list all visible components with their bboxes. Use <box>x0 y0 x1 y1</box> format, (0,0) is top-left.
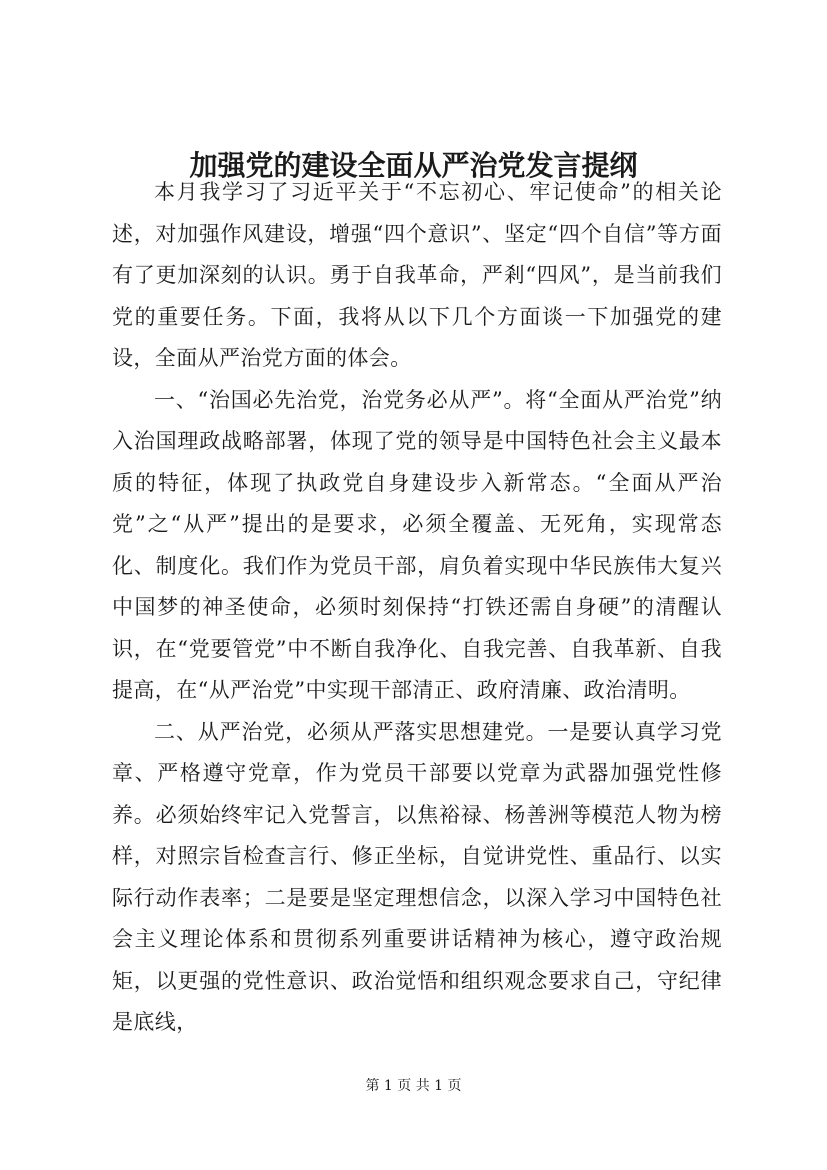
paragraph-section-one: 一、“治国必先治党，治党务必从严”。将“全面从严治党”纳入治国理政战略部署，体现了党的领导是中国特色社会主义最本质的特征，体现了执政党自身建设步入新常态。“全面从严治党”之“从严”提出的是要求，必须全覆盖、无死角，实现常态化、制度化。我们作为党员干部，肩负着实现中华民族伟大复兴中国梦的神圣使命，必须时刻保持“打铁还需自身硬”的清醒认识，在“党要管党”中不断自我净化、自我完善、自我革新、自我提高，在“从严治党”中实现干部清正、政府清廉、政治清明。 <box>112 387 722 702</box>
paragraph-section-two: 二、从严治党，必须从严落实思想建党。一是要认真学习党章、严格遵守党章，作为党员干部要以党章为武器加强党性修养。必须始终牢记入党誓言，以焦裕禄、杨善洲等模范人物为榜样，对照宗旨检查言行、修正坐标，自觉讲党性、重品行、以实际行动作表率；二是要是坚定理想信念，以深入学习中国特色社会主义理论体系和贯彻系列重要讲话精神为核心，遵守政治规矩，以更强的党性意识、政治觉悟和组织观念要求自己，守纪律是底线， <box>112 719 722 1034</box>
paragraph-intro: 本月我学习了习近平关于“不忘初心、牢记使命”的相关论述，对加强作风建设，增强“四个意识”、坚定“四个自信”等方面有了更加深刻的认识。勇于自我革命，严剎“四风”，是当前我们党的重要任务。下面，我将从以下几个方面谈一下加强党的建设，全面从严治党方面的体会。 <box>112 180 722 370</box>
document-body <box>112 172 722 1044</box>
document-title: 加强党的建设全面从严治党发言提纲 <box>189 149 638 182</box>
page-number-footer: 第 1 页 共 1 页 <box>365 1078 462 1094</box>
